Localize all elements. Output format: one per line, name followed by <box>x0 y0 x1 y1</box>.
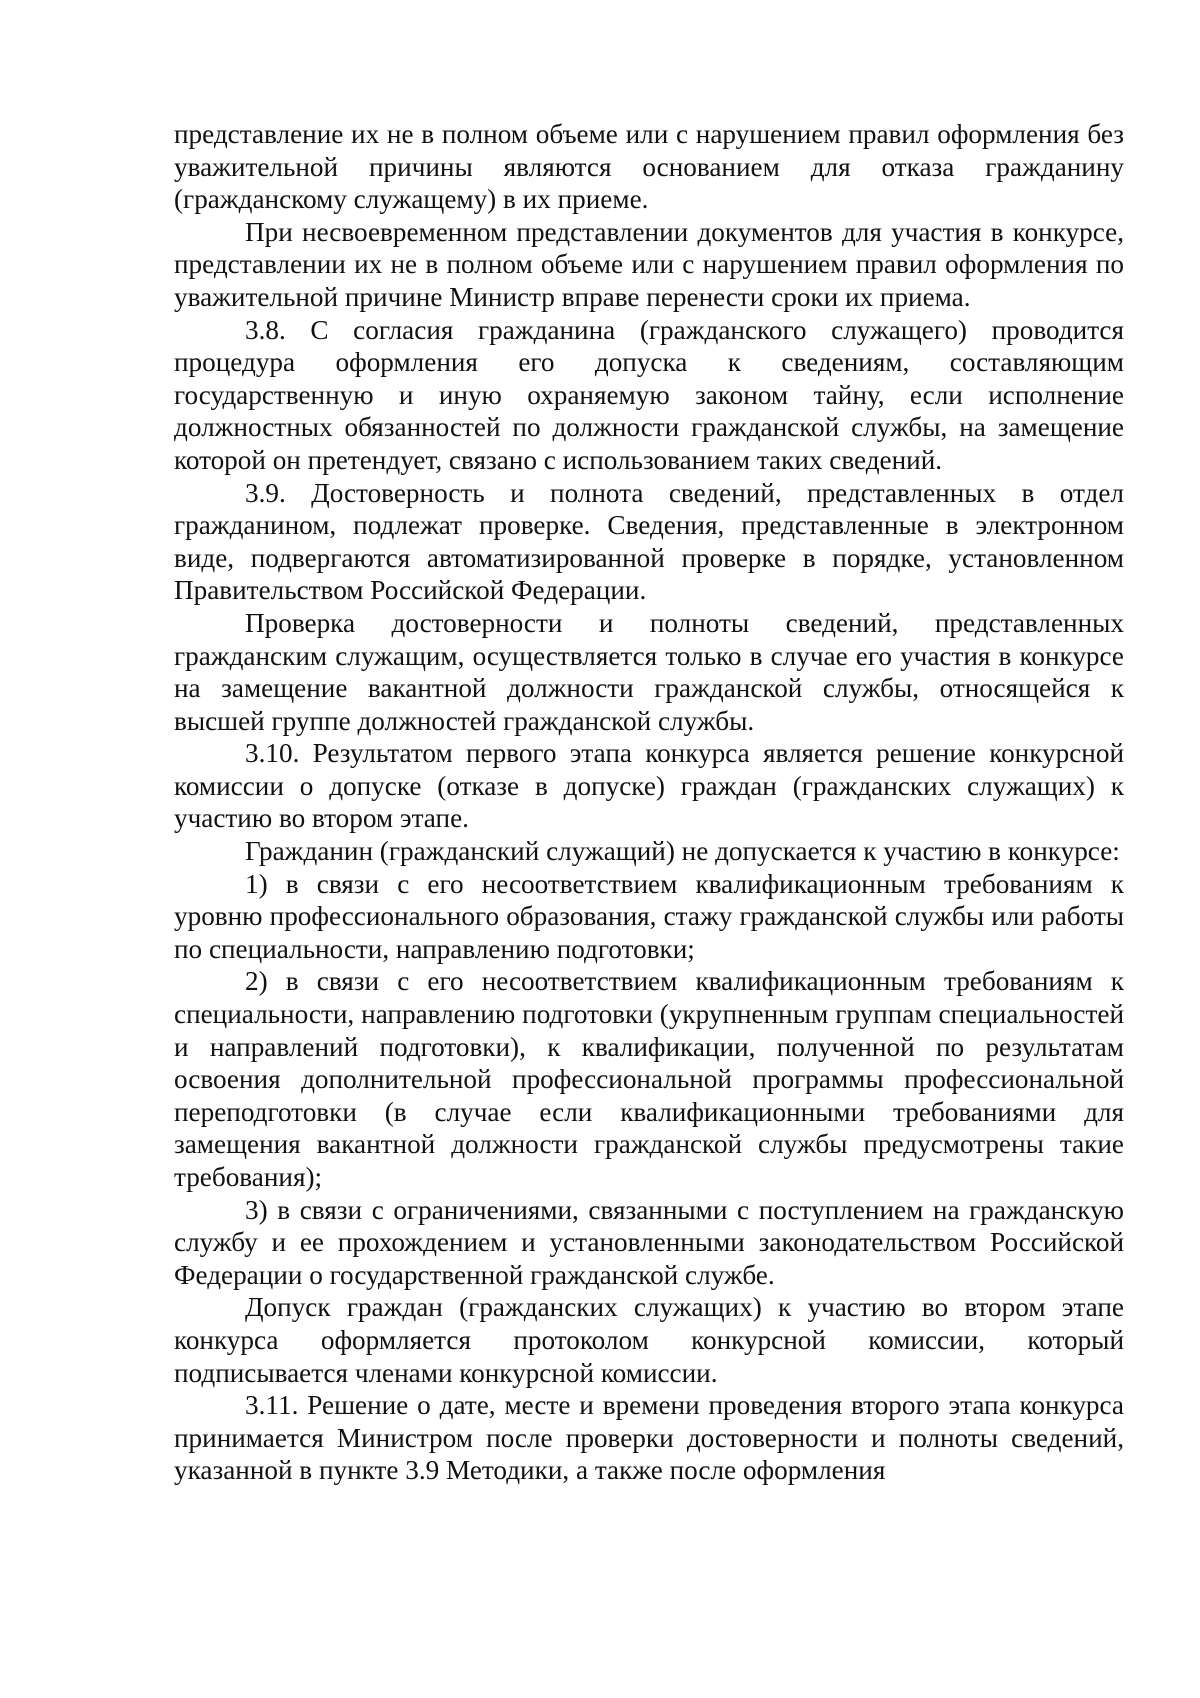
list-item-2: 2) в связи с его несоответствием квалификационным требованиям к специальности, направлению подготовки (укрупненным группам специальностей и направлений подготовки), к квалификации, полученной по результатам освоения дополнительной профессиональной программы профессиональной переподготовки (в случае если квалификационными требованиями для замещения вакантной должности гражданской службы предусмотрены такие требования); <box>174 966 1124 1192</box>
paragraph-not-admitted: Гражданин (гражданский служащий) не допускается к участию в конкурсе: <box>245 836 1120 867</box>
paragraph-3-8: 3.8. С согласия гражданина (гражданского служащего) проводится процедура оформления его допуска к сведениям, составляющим государственную и иную охраняемую законом тайну, если исполнение должностных обязанностей по должности гражданской службы, на замещение которой он претендует, связано с использованием таких сведений. <box>174 314 1124 475</box>
paragraph-verification: Проверка достоверности и полноты сведений, представленных гражданским служащим, осуществляется только в случае его участия в конкурсе на замещение вакантной должности гражданской службы, относящейся к высшей группе должностей гражданской службы. <box>174 607 1124 736</box>
paragraph-3-9: 3.9. Достоверность и полнота сведений, представленных в отдел гражданином, подлежат проверке. Сведения, представленные в электронном виде, подвергаются автоматизированной проверке в порядке, установленном Правительством Российской Федерации. <box>174 477 1124 606</box>
paragraph-3-11: 3.11. Решение о дате, месте и времени проведения второго этапа конкурса принимается Министром после проверки достоверности и полноты сведений, указанной в пункте 3.9 Методики, а также после оформления <box>174 1390 1124 1486</box>
paragraph-continuation: представление их не в полном объеме или с нарушением правил оформления без уважительной причины являются основанием для отказа гражданину (гражданскому служащему) в их приеме. <box>174 119 1124 215</box>
paragraph-late-submission: При несвоевременном представлении документов для участия в конкурсе, представлении их не в полном объеме или с нарушением правил оформления по уважительной причине Министр вправе перенести сроки их приема. <box>174 216 1124 312</box>
paragraph-3-10: 3.10. Результатом первого этапа конкурса является решение конкурсной комиссии о допуске (отказе в допуске) граждан (гражданских служащих) к участию во втором этапе. <box>174 738 1124 834</box>
list-item-1: 1) в связи с его несоответствием квалификационным требованиям к уровню профессионального образования, стажу гражданской службы или работы по специальности, направлению подготовки; <box>174 868 1124 964</box>
document-body <box>174 118 1124 1487</box>
paragraph-admission-protocol: Допуск граждан (гражданских служащих) к участию во втором этапе конкурса оформляется протоколом конкурсной комиссии, который подписывается членами конкурсной комиссии. <box>174 1292 1124 1388</box>
list-item-3: 3) в связи с ограничениями, связанными с поступлением на гражданскую службу и ее прохождением и установленными законодательством Российской Федерации о государственной гражданской службе. <box>174 1194 1124 1290</box>
